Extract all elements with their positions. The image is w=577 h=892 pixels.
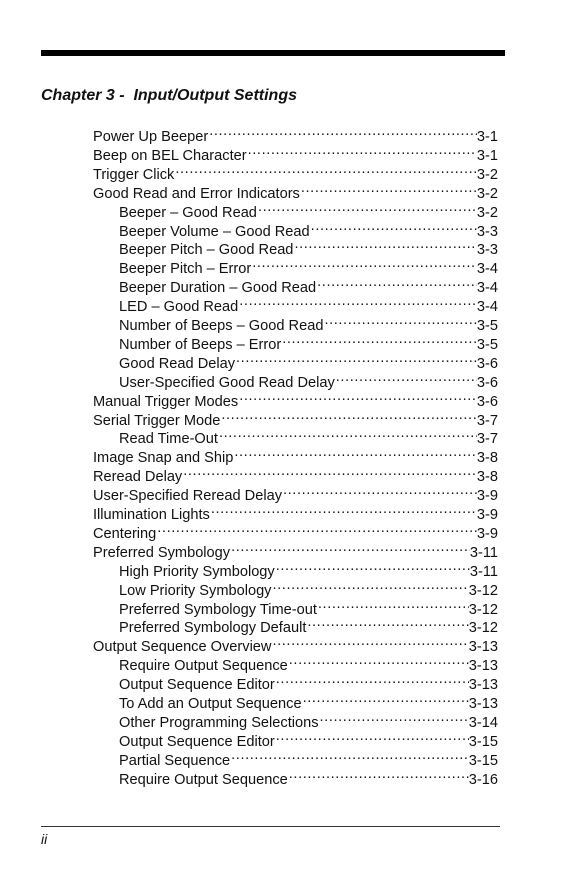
toc-dot-leader: [282, 481, 477, 500]
toc-entry-label: Preferred Symbology Time-out: [119, 601, 317, 618]
toc-entry-label: User-Specified Reread Delay: [93, 488, 282, 505]
toc-dot-leader: [335, 368, 477, 387]
toc-dot-leader: [293, 235, 476, 254]
toc-entry-label: Trigger Click: [93, 166, 175, 183]
toc-entry[interactable]: [119, 349, 498, 372]
toc-entry-label: Image Snap and Ship: [93, 450, 234, 467]
toc-dot-leader: [317, 595, 469, 614]
toc-entry[interactable]: [93, 387, 498, 410]
toc-entry-page: 3-13: [468, 639, 498, 656]
toc-entry-label: User-Specified Good Read Delay: [119, 374, 335, 391]
toc-entry[interactable]: [93, 500, 498, 523]
toc-entry-page: 3-7: [476, 431, 498, 448]
toc-dot-leader: [218, 424, 477, 443]
toc-entry-page: 3-2: [476, 166, 498, 183]
toc-entry-label: Manual Trigger Modes: [93, 393, 239, 410]
toc-entry[interactable]: [119, 311, 498, 334]
toc-entry-page: 3-15: [468, 752, 498, 769]
toc-entry[interactable]: [119, 424, 498, 448]
toc-entry-page: 3-12: [468, 620, 498, 637]
page-number: ii: [41, 831, 48, 847]
toc-entry-label: Require Output Sequence: [119, 658, 288, 675]
toc-entry-label: Good Read and Error Indicators: [93, 185, 300, 202]
toc-entry-label: Beeper Pitch – Error: [119, 261, 252, 278]
toc-entry[interactable]: [93, 462, 498, 486]
toc-entry[interactable]: [93, 141, 498, 164]
toc-entry-page: 3-11: [469, 544, 498, 561]
toc-entry-page: 3-4: [476, 261, 498, 278]
toc-entry[interactable]: [119, 292, 498, 316]
toc-entry[interactable]: [93, 538, 498, 561]
toc-entry-page: 3-13: [468, 658, 498, 675]
toc-entry-label: Number of Beeps – Good Read: [119, 318, 324, 334]
toc-entry-page: 3-9: [476, 488, 498, 505]
toc-dot-leader: [288, 651, 469, 670]
toc-entry[interactable]: [119, 557, 498, 580]
chapter-title: Chapter 3 - Input/Output Settings: [41, 87, 297, 104]
toc-entry[interactable]: [93, 481, 498, 505]
toc-entry-label: Read Time-Out: [119, 431, 218, 448]
toc-entry[interactable]: [119, 765, 498, 788]
toc-entry-page: 3-15: [468, 733, 498, 750]
footer-rule: [41, 826, 500, 827]
toc-dot-leader: [281, 330, 477, 349]
toc-entry[interactable]: [119, 727, 498, 750]
toc-entry-page: 3-3: [476, 242, 498, 259]
toc-entry-label: Preferred Symbology Default: [119, 620, 307, 637]
toc-entry-label: High Priority Symbology: [119, 563, 275, 580]
toc-entry[interactable]: [93, 443, 498, 467]
toc-entry[interactable]: [119, 235, 498, 259]
toc-dot-leader: [271, 576, 468, 595]
toc-entry-page: 3-1: [476, 147, 498, 164]
toc-entry-page: 3-6: [476, 374, 498, 391]
toc-dot-leader: [306, 613, 468, 632]
toc-dot-leader: [275, 727, 469, 746]
toc-dot-leader: [230, 746, 469, 765]
toc-dot-leader: [275, 670, 469, 689]
toc-entry-label: Beeper Pitch – Good Read: [119, 242, 294, 259]
toc-entry-page: 3-5: [476, 336, 498, 353]
toc-entry-page: 3-4: [476, 280, 498, 297]
toc-entry-page: 3-14: [468, 714, 498, 731]
toc-entry-page: 3-6: [476, 355, 498, 372]
toc-entry-page: 3-8: [476, 450, 498, 467]
toc-dot-leader: [275, 557, 470, 576]
toc-entry[interactable]: [119, 198, 498, 221]
toc-entry[interactable]: [93, 632, 498, 656]
toc-dot-leader: [174, 160, 477, 179]
toc-entry-label: Number of Beeps – Error: [119, 336, 282, 353]
toc-dot-leader: [310, 217, 477, 236]
toc-entry-page: 3-16: [468, 771, 498, 788]
toc-entry-label: Partial Sequence: [119, 752, 231, 769]
toc-entry[interactable]: [93, 160, 498, 183]
toc-entry-page: 3-6: [476, 393, 498, 410]
toc-entry-label: To Add an Output Sequence: [119, 696, 302, 712]
toc-entry[interactable]: [119, 217, 498, 240]
toc-entry-page: 3-12: [468, 601, 498, 618]
toc-entry[interactable]: [119, 651, 498, 675]
toc-entry-page: 3-2: [476, 185, 498, 202]
toc-entry[interactable]: [119, 689, 498, 712]
toc-entry[interactable]: [93, 406, 498, 429]
toc-entry[interactable]: [119, 595, 498, 618]
toc-entry-label: Low Priority Symbology: [119, 582, 272, 599]
toc-entry-label: Beep on BEL Character: [93, 147, 247, 164]
toc-dot-leader: [220, 406, 477, 425]
toc-dot-leader: [230, 538, 470, 557]
toc-entry[interactable]: [119, 746, 498, 769]
toc-dot-leader: [238, 292, 477, 311]
toc-entry-label: Centering: [93, 525, 157, 542]
toc-entry[interactable]: [93, 179, 498, 202]
toc-entry[interactable]: [93, 122, 498, 145]
toc-entry[interactable]: [119, 576, 498, 599]
toc-entry-page: 3-5: [476, 318, 498, 334]
toc-entry-label: Other Programming Selections: [119, 714, 319, 731]
toc-dot-leader: [316, 273, 477, 292]
toc-entry-page: 3-9: [476, 525, 498, 542]
toc-entry-page: 3-13: [468, 696, 498, 712]
toc-entry[interactable]: [119, 273, 498, 297]
toc-dot-leader: [251, 254, 477, 273]
toc-dot-leader: [302, 689, 469, 708]
toc-dot-leader: [182, 462, 477, 481]
toc-dot-leader: [210, 500, 477, 519]
toc-entry-label: Power Up Beeper: [93, 129, 209, 145]
toc-dot-leader: [257, 198, 477, 217]
toc-entry[interactable]: [93, 519, 498, 542]
toc-dot-leader: [238, 387, 477, 406]
toc-dot-leader: [271, 632, 468, 651]
toc-entry[interactable]: [119, 330, 498, 353]
toc-entry-label: Good Read Delay: [119, 355, 236, 372]
toc-entry[interactable]: [119, 613, 498, 637]
toc-entry-page: 3-11: [469, 563, 498, 580]
toc-entry[interactable]: [119, 708, 498, 731]
toc-entry-page: 3-4: [476, 299, 498, 316]
toc-entry-label: LED – Good Read: [119, 299, 239, 316]
toc-entry-label: Beeper Duration – Good Read: [119, 280, 317, 297]
toc-entry-label: Preferred Symbology: [93, 544, 231, 561]
toc-dot-leader: [235, 349, 477, 368]
toc-entry-label: Serial Trigger Mode: [93, 412, 221, 429]
toc-dot-leader: [247, 141, 477, 160]
toc-dot-leader: [319, 708, 469, 727]
toc-entry-label: Require Output Sequence: [119, 771, 288, 788]
toc-entry-page: 3-7: [476, 412, 498, 429]
toc-entry-page: 3-8: [476, 469, 498, 486]
toc-entry-label: Beeper – Good Read: [119, 204, 257, 221]
toc-entry-label: Output Sequence Editor: [119, 677, 275, 694]
toc-dot-leader: [323, 311, 476, 330]
toc-entry-page: 3-9: [476, 507, 498, 523]
toc-entry[interactable]: [119, 254, 498, 278]
toc-entry-label: Reread Delay: [93, 469, 183, 486]
toc-entry[interactable]: [119, 368, 498, 391]
toc-dot-leader: [288, 765, 469, 784]
toc-entry-page: 3-2: [476, 204, 498, 221]
toc-entry-page: 3-1: [476, 129, 498, 145]
toc-entry-label: Output Sequence Editor: [119, 733, 275, 750]
toc-entry-label: Illumination Lights: [93, 507, 210, 523]
toc-dot-leader: [208, 122, 477, 141]
toc-entry-page: 3-12: [468, 582, 498, 599]
toc-entry-page: 3-3: [476, 223, 498, 240]
toc-dot-leader: [233, 443, 477, 462]
toc-entry-page: 3-13: [468, 677, 498, 694]
top-rule: [41, 50, 505, 56]
toc-entry[interactable]: [119, 670, 498, 694]
toc-entry-label: Output Sequence Overview: [93, 639, 272, 656]
toc-dot-leader: [156, 519, 477, 538]
toc-dot-leader: [300, 179, 477, 198]
toc-entry-label: Beeper Volume – Good Read: [119, 223, 310, 240]
